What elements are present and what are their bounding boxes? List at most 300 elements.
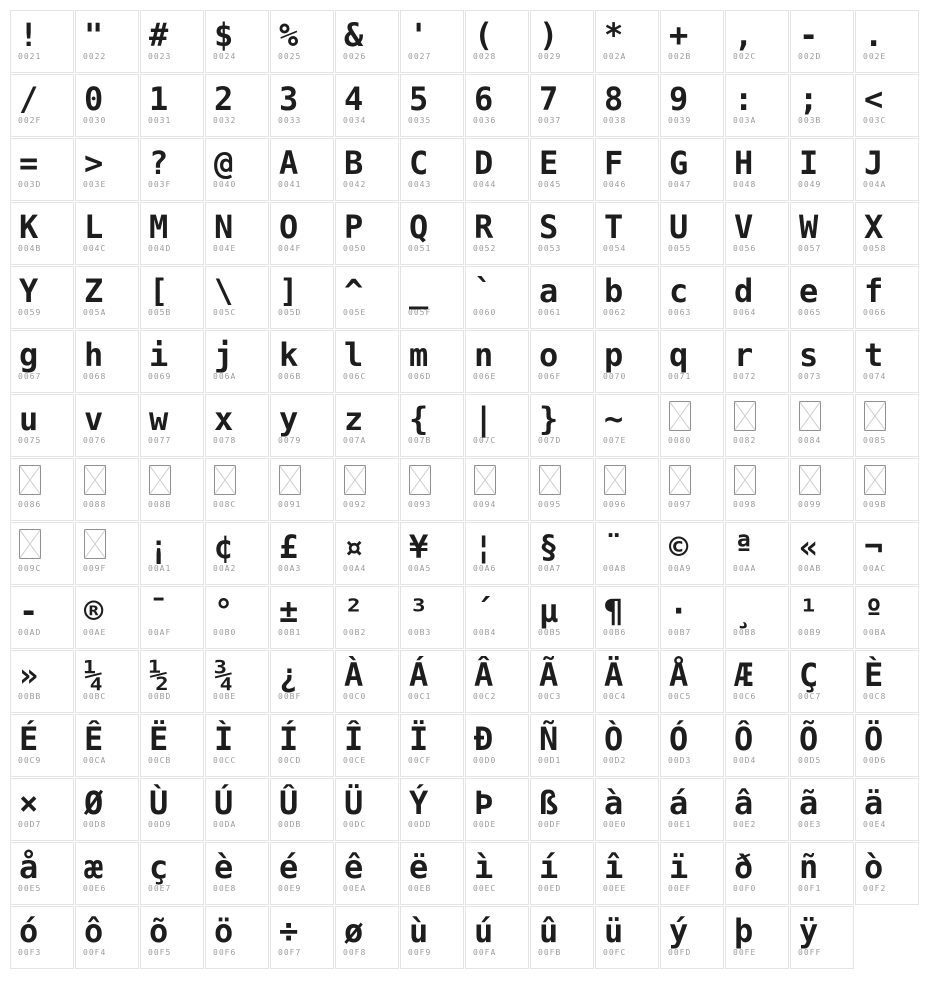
codepoint-label: 003D — [18, 180, 42, 189]
codepoint-label: 00D0 — [473, 756, 497, 765]
glyph-cell[interactable] — [270, 586, 334, 649]
glyph-character: 7 — [539, 80, 559, 118]
codepoint-label: 00D1 — [538, 756, 562, 765]
glyph-cell[interactable] — [205, 266, 269, 329]
glyph-cell[interactable] — [75, 650, 139, 713]
glyph-cell[interactable] — [465, 714, 529, 777]
glyph-cell[interactable] — [855, 714, 919, 777]
glyph-character: q — [669, 336, 689, 374]
glyph-character: 6 — [474, 80, 494, 118]
glyph-character: w — [149, 400, 169, 438]
glyph-cell[interactable] — [855, 458, 919, 521]
codepoint-label: 0055 — [668, 244, 692, 253]
glyph-cell[interactable] — [855, 266, 919, 329]
glyph-cell[interactable] — [530, 586, 594, 649]
glyph-cell[interactable] — [855, 586, 919, 649]
glyph-cell[interactable] — [205, 650, 269, 713]
glyph-cell[interactable] — [660, 842, 724, 905]
glyph-cell[interactable] — [335, 458, 399, 521]
codepoint-label: 00EF — [668, 884, 692, 893]
codepoint-label: 004B — [18, 244, 42, 253]
glyph-cell[interactable] — [790, 714, 854, 777]
glyph-cell[interactable] — [465, 74, 529, 137]
glyph-cell[interactable] — [10, 778, 74, 841]
codepoint-label: 00DA — [213, 820, 237, 829]
glyph-cell[interactable] — [205, 10, 269, 73]
glyph-cell[interactable] — [335, 10, 399, 73]
glyph-cell[interactable] — [10, 138, 74, 201]
glyph-cell[interactable] — [595, 650, 659, 713]
glyph-cell[interactable] — [400, 906, 464, 969]
glyph-character: e — [799, 272, 819, 310]
glyph-cell[interactable] — [400, 522, 464, 585]
glyph-cell[interactable] — [75, 714, 139, 777]
glyph-cell[interactable] — [790, 842, 854, 905]
glyph-cell[interactable] — [205, 74, 269, 137]
glyph-cell[interactable] — [530, 522, 594, 585]
glyph-cell[interactable] — [595, 330, 659, 393]
glyph-cell[interactable] — [140, 202, 204, 265]
glyph-character: ; — [799, 80, 819, 118]
glyph-cell[interactable] — [205, 522, 269, 585]
codepoint-label: 00F2 — [863, 884, 887, 893]
glyph-cell[interactable] — [725, 458, 789, 521]
glyph-cell[interactable] — [10, 74, 74, 137]
glyph-cell[interactable] — [400, 650, 464, 713]
glyph-cell[interactable] — [530, 458, 594, 521]
glyph-cell[interactable] — [140, 10, 204, 73]
glyph-cell[interactable] — [660, 74, 724, 137]
glyph-cell[interactable] — [270, 394, 334, 457]
glyph-cell[interactable] — [660, 650, 724, 713]
glyph-cell[interactable] — [465, 266, 529, 329]
glyph-cell[interactable] — [790, 522, 854, 585]
codepoint-label: 00AC — [863, 564, 887, 573]
glyph-cell[interactable] — [465, 586, 529, 649]
glyph-character: ß — [539, 784, 559, 822]
glyph-cell[interactable] — [75, 586, 139, 649]
glyph-cell[interactable] — [725, 586, 789, 649]
glyph-cell[interactable] — [855, 74, 919, 137]
glyph-cell[interactable] — [530, 394, 594, 457]
codepoint-label: 0032 — [213, 116, 237, 125]
codepoint-label: 00D8 — [83, 820, 107, 829]
glyph-character: s — [799, 336, 819, 374]
glyph-cell[interactable] — [595, 266, 659, 329]
glyph-cell[interactable] — [790, 74, 854, 137]
glyph-cell[interactable] — [75, 10, 139, 73]
glyph-cell[interactable] — [660, 330, 724, 393]
glyph-cell[interactable] — [75, 138, 139, 201]
glyph-cell[interactable] — [140, 586, 204, 649]
codepoint-label: 00F7 — [278, 948, 302, 957]
glyph-cell[interactable] — [400, 202, 464, 265]
notdef-box-icon — [734, 465, 756, 495]
glyph-character: 9 — [669, 80, 689, 118]
glyph-cell[interactable] — [400, 74, 464, 137]
codepoint-label: 006D — [408, 372, 432, 381]
glyph-character: È — [864, 656, 884, 694]
glyph-cell[interactable] — [465, 458, 529, 521]
glyph-cell[interactable] — [140, 394, 204, 457]
glyph-cell[interactable] — [660, 10, 724, 73]
glyph-cell[interactable] — [270, 202, 334, 265]
glyph-cell[interactable] — [725, 394, 789, 457]
glyph-cell[interactable] — [595, 10, 659, 73]
glyph-cell[interactable] — [725, 906, 789, 969]
glyph-cell[interactable] — [140, 266, 204, 329]
glyph-character: î — [604, 848, 624, 886]
glyph-cell[interactable] — [660, 714, 724, 777]
codepoint-label: 0065 — [798, 308, 822, 317]
glyph-cell[interactable] — [790, 202, 854, 265]
glyph-cell[interactable] — [530, 714, 594, 777]
glyph-cell[interactable] — [205, 394, 269, 457]
glyph-cell[interactable] — [595, 906, 659, 969]
glyph-cell[interactable] — [660, 522, 724, 585]
glyph-character: ¯ — [149, 592, 169, 630]
glyph-cell[interactable] — [530, 842, 594, 905]
glyph-cell[interactable] — [140, 138, 204, 201]
glyph-cell[interactable] — [855, 522, 919, 585]
glyph-cell[interactable] — [205, 842, 269, 905]
glyph-cell[interactable] — [855, 650, 919, 713]
glyph-cell[interactable] — [790, 458, 854, 521]
glyph-cell[interactable] — [10, 266, 74, 329]
notdef-box-icon — [84, 465, 106, 495]
glyph-cell[interactable] — [595, 202, 659, 265]
glyph-character: k — [279, 336, 299, 374]
glyph-cell[interactable] — [725, 138, 789, 201]
codepoint-label: 00BF — [278, 692, 302, 701]
glyph-cell[interactable] — [530, 74, 594, 137]
codepoint-label: 0068 — [83, 372, 107, 381]
codepoint-label: 00A4 — [343, 564, 367, 573]
glyph-cell[interactable] — [75, 266, 139, 329]
glyph-character: T — [604, 208, 624, 246]
glyph-character: · — [669, 592, 689, 630]
glyph-cell[interactable] — [205, 586, 269, 649]
glyph-cell[interactable] — [335, 650, 399, 713]
glyph-cell[interactable] — [75, 906, 139, 969]
codepoint-label: 0059 — [18, 308, 42, 317]
codepoint-label: 007D — [538, 436, 562, 445]
glyph-cell[interactable] — [725, 266, 789, 329]
glyph-cell[interactable] — [400, 778, 464, 841]
glyph-cell[interactable] — [855, 330, 919, 393]
glyph-cell[interactable] — [400, 586, 464, 649]
glyph-cell[interactable] — [10, 586, 74, 649]
glyph-character: É — [19, 720, 39, 758]
glyph-cell[interactable] — [725, 778, 789, 841]
glyph-cell[interactable] — [660, 394, 724, 457]
glyph-character: > — [84, 144, 104, 182]
glyph-character: ¦ — [474, 528, 494, 566]
glyph-cell[interactable] — [335, 842, 399, 905]
glyph-character: & — [344, 16, 364, 54]
glyph-character: Â — [474, 656, 494, 694]
glyph-cell[interactable] — [725, 522, 789, 585]
glyph-cell[interactable] — [660, 906, 724, 969]
codepoint-label: 0097 — [668, 500, 692, 509]
glyph-cell[interactable] — [335, 74, 399, 137]
glyph-cell[interactable] — [400, 266, 464, 329]
glyph-cell[interactable] — [465, 10, 529, 73]
codepoint-label: 006F — [538, 372, 562, 381]
glyph-cell[interactable] — [660, 266, 724, 329]
codepoint-label: 00FF — [798, 948, 822, 957]
glyph-cell[interactable] — [855, 394, 919, 457]
glyph-cell[interactable] — [335, 586, 399, 649]
codepoint-label: 0094 — [473, 500, 497, 509]
glyph-cell[interactable] — [270, 906, 334, 969]
glyph-cell[interactable] — [855, 10, 919, 73]
glyph-cell[interactable] — [855, 842, 919, 905]
glyph-cell[interactable] — [465, 394, 529, 457]
glyph-cell[interactable] — [595, 458, 659, 521]
glyph-character: c — [669, 272, 689, 310]
glyph-cell[interactable] — [790, 778, 854, 841]
glyph-cell[interactable] — [270, 330, 334, 393]
codepoint-label: 005D — [278, 308, 302, 317]
glyph-cell[interactable] — [595, 74, 659, 137]
glyph-cell[interactable] — [530, 266, 594, 329]
glyph-cell[interactable] — [10, 906, 74, 969]
glyph-cell[interactable] — [140, 522, 204, 585]
glyph-character: ¤ — [344, 528, 364, 566]
glyph-character: ë — [409, 848, 429, 886]
glyph-cell[interactable] — [725, 842, 789, 905]
glyph-cell[interactable] — [205, 778, 269, 841]
glyph-cell[interactable] — [140, 330, 204, 393]
glyph-cell[interactable] — [270, 266, 334, 329]
glyph-cell[interactable] — [10, 330, 74, 393]
glyph-cell[interactable] — [465, 778, 529, 841]
glyph-character: v — [84, 400, 104, 438]
glyph-cell[interactable] — [205, 906, 269, 969]
glyph-cell[interactable] — [75, 522, 139, 585]
glyph-cell[interactable] — [335, 522, 399, 585]
glyph-cell[interactable] — [10, 650, 74, 713]
codepoint-label: 00C8 — [863, 692, 887, 701]
glyph-cell[interactable] — [530, 330, 594, 393]
glyph-cell[interactable] — [725, 202, 789, 265]
glyph-cell[interactable] — [595, 394, 659, 457]
glyph-cell[interactable] — [270, 74, 334, 137]
notdef-box-icon — [734, 401, 756, 431]
codepoint-label: 00C9 — [18, 756, 42, 765]
glyph-cell[interactable] — [465, 138, 529, 201]
glyph-cell[interactable] — [335, 778, 399, 841]
codepoint-label: 00DE — [473, 820, 497, 829]
glyph-cell[interactable] — [530, 10, 594, 73]
glyph-cell[interactable] — [75, 202, 139, 265]
glyph-cell[interactable] — [400, 10, 464, 73]
glyph-cell[interactable] — [465, 650, 529, 713]
glyph-cell[interactable] — [270, 10, 334, 73]
glyph-cell[interactable] — [270, 138, 334, 201]
glyph-cell[interactable] — [10, 458, 74, 521]
glyph-cell[interactable] — [270, 650, 334, 713]
glyph-cell[interactable] — [335, 330, 399, 393]
glyph-cell[interactable] — [530, 650, 594, 713]
glyph-cell[interactable] — [465, 522, 529, 585]
glyph-cell[interactable] — [595, 522, 659, 585]
glyph-cell[interactable] — [10, 202, 74, 265]
glyph-cell[interactable] — [530, 138, 594, 201]
codepoint-label: 00EA — [343, 884, 367, 893]
codepoint-label: 0091 — [278, 500, 302, 509]
codepoint-label: 00B2 — [343, 628, 367, 637]
glyph-cell[interactable] — [790, 10, 854, 73]
glyph-cell[interactable] — [660, 202, 724, 265]
glyph-cell[interactable] — [530, 202, 594, 265]
glyph-cell[interactable] — [270, 778, 334, 841]
glyph-cell[interactable] — [335, 394, 399, 457]
glyph-cell[interactable] — [725, 10, 789, 73]
glyph-cell[interactable] — [855, 138, 919, 201]
glyph-cell[interactable] — [790, 266, 854, 329]
glyph-cell[interactable] — [335, 266, 399, 329]
glyph-cell[interactable] — [660, 778, 724, 841]
glyph-cell[interactable] — [790, 586, 854, 649]
glyph-cell[interactable] — [10, 842, 74, 905]
glyph-cell[interactable] — [10, 522, 74, 585]
glyph-character: Ø — [84, 784, 104, 822]
glyph-cell[interactable] — [855, 778, 919, 841]
glyph-cell[interactable] — [140, 714, 204, 777]
glyph-cell[interactable] — [270, 714, 334, 777]
glyph-cell[interactable] — [270, 522, 334, 585]
glyph-cell[interactable] — [75, 394, 139, 457]
glyph-character: ) — [539, 16, 559, 54]
glyph-cell[interactable] — [725, 650, 789, 713]
glyph-cell[interactable] — [400, 714, 464, 777]
glyph-character: . — [864, 16, 884, 54]
notdef-box-icon — [279, 465, 301, 495]
glyph-character: Õ — [799, 720, 819, 758]
glyph-cell[interactable] — [335, 138, 399, 201]
codepoint-label: 00C4 — [603, 692, 627, 701]
glyph-cell[interactable] — [400, 842, 464, 905]
glyph-cell[interactable] — [75, 458, 139, 521]
glyph-cell[interactable] — [660, 138, 724, 201]
glyph-cell[interactable] — [205, 202, 269, 265]
glyph-cell[interactable] — [465, 906, 529, 969]
codepoint-label: 00BA — [863, 628, 887, 637]
glyph-character: ó — [19, 912, 39, 950]
codepoint-label: 005C — [213, 308, 237, 317]
glyph-cell[interactable] — [660, 458, 724, 521]
glyph-cell[interactable] — [790, 394, 854, 457]
glyph-cell[interactable] — [790, 138, 854, 201]
glyph-cell[interactable] — [140, 906, 204, 969]
glyph-cell[interactable] — [10, 10, 74, 73]
glyph-cell[interactable] — [75, 778, 139, 841]
glyph-cell[interactable] — [530, 906, 594, 969]
codepoint-label: 0067 — [18, 372, 42, 381]
codepoint-label: 008C — [213, 500, 237, 509]
glyph-cell[interactable] — [205, 458, 269, 521]
codepoint-label: 005B — [148, 308, 172, 317]
codepoint-label: 0038 — [603, 116, 627, 125]
glyph-cell[interactable] — [790, 330, 854, 393]
glyph-character: º — [864, 592, 884, 630]
codepoint-label: 0024 — [213, 52, 237, 61]
notdef-box-icon — [799, 465, 821, 495]
glyph-cell[interactable] — [205, 714, 269, 777]
codepoint-label: 002E — [863, 52, 887, 61]
glyph-cell[interactable] — [400, 458, 464, 521]
glyph-cell[interactable] — [595, 586, 659, 649]
codepoint-label: 00AA — [733, 564, 757, 573]
glyph-cell[interactable] — [465, 330, 529, 393]
glyph-cell[interactable] — [595, 842, 659, 905]
glyph-cell[interactable] — [140, 778, 204, 841]
glyph-cell[interactable] — [595, 778, 659, 841]
glyph-character: Y — [19, 272, 39, 310]
codepoint-label: 005F — [408, 308, 432, 317]
glyph-character: 3 — [279, 80, 299, 118]
glyph-cell[interactable] — [530, 778, 594, 841]
glyph-cell[interactable] — [400, 330, 464, 393]
glyph-cell[interactable] — [10, 394, 74, 457]
glyph-cell[interactable] — [725, 330, 789, 393]
glyph-cell[interactable] — [595, 714, 659, 777]
glyph-character: â — [734, 784, 754, 822]
glyph-cell[interactable] — [140, 458, 204, 521]
glyph-cell[interactable] — [465, 842, 529, 905]
glyph-cell[interactable] — [270, 458, 334, 521]
glyph-cell[interactable] — [75, 74, 139, 137]
glyph-cell[interactable] — [140, 74, 204, 137]
codepoint-label: 00E5 — [18, 884, 42, 893]
glyph-cell[interactable] — [335, 202, 399, 265]
glyph-cell[interactable] — [400, 394, 464, 457]
glyph-cell[interactable] — [140, 650, 204, 713]
glyph-character: å — [19, 848, 39, 886]
glyph-character: ³ — [409, 592, 429, 630]
glyph-cell[interactable] — [855, 202, 919, 265]
glyph-cell[interactable] — [270, 842, 334, 905]
codepoint-label: 0023 — [148, 52, 172, 61]
glyph-cell[interactable] — [790, 650, 854, 713]
glyph-cell[interactable] — [400, 138, 464, 201]
glyph-character: d — [734, 272, 754, 310]
codepoint-label: 00E2 — [733, 820, 757, 829]
glyph-cell[interactable] — [725, 74, 789, 137]
glyph-cell[interactable] — [10, 714, 74, 777]
glyph-cell[interactable] — [725, 714, 789, 777]
glyph-cell[interactable] — [75, 842, 139, 905]
glyph-character: ù — [409, 912, 429, 950]
glyph-cell[interactable] — [205, 330, 269, 393]
glyph-cell[interactable] — [595, 138, 659, 201]
glyph-character: Ò — [604, 720, 624, 758]
glyph-character: ý — [669, 912, 689, 950]
glyph-character: è — [214, 848, 234, 886]
glyph-cell[interactable] — [75, 330, 139, 393]
glyph-cell[interactable] — [335, 906, 399, 969]
glyph-cell[interactable] — [140, 842, 204, 905]
glyph-cell[interactable] — [465, 202, 529, 265]
codepoint-label: 00BE — [213, 692, 237, 701]
glyph-cell[interactable] — [790, 906, 854, 969]
codepoint-label: 00B1 — [278, 628, 302, 637]
glyph-cell[interactable] — [660, 586, 724, 649]
glyph-cell[interactable] — [205, 138, 269, 201]
glyph-cell[interactable] — [335, 714, 399, 777]
